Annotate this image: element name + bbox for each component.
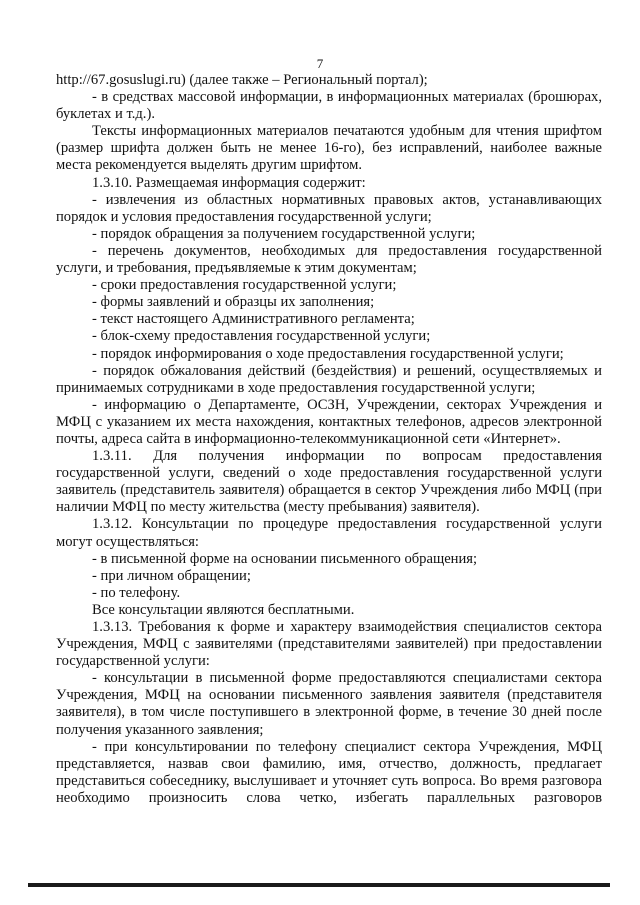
paragraph: - информацию о Департаменте, ОСЗН, Учреждении, секторах Учреждения и МФЦ с указанием их места нахождения, контактных телефонов, адресов электронной почты, адреса сайта в информационно-телекоммуникационной сети «Интернет». (56, 396, 602, 447)
page-number: 7 (316, 56, 324, 71)
paragraph: 1.3.12. Консультации по процедуре предоставления государственной услуги могут осуществляться: (56, 516, 602, 550)
paragraph: - блок-схему предоставления государственной услуги; (92, 328, 431, 345)
paragraph: - перечень документов, необходимых для предоставления государственной услуги, и требования, предъявляемые к этим документам; (56, 242, 602, 277)
paragraph: Все консультации являются бесплатными. (92, 601, 355, 618)
document-body (56, 72, 602, 807)
paragraph: 1.3.13. Требования к форме и характеру взаимодействия специалистов сектора Учреждения, МФЦ с заявителями (представителями заявителей) при предоставлении государственной услуги: (56, 619, 602, 670)
paragraph: 1.3.11. Для получения информации по вопросам предоставления государственной услуги, сведений о ходе предоставления государственной услуги заявитель (представитель заявителя) обращается в сектор Учреждения либо МФЦ (при наличии МФЦ по месту жительства (месту пребывания) заявителя). (56, 448, 602, 516)
paragraph: - порядок обращения за получением государственной услуги; (92, 225, 476, 242)
page-bottom-rule (28, 883, 610, 887)
paragraph: - консультации в письменной форме предоставляются специалистами сектора Учреждения, МФЦ на основании письменного заявления заявителя (представителя заявителя), в том числе поступившего в электронной форме, в течение 30 дней после получения указанного заявления; (56, 670, 602, 738)
paragraph: - формы заявлений и образцы их заполнения; (92, 294, 375, 311)
paragraph: - при личном обращении; (92, 567, 251, 584)
paragraph: - в письменной форме на основании письменного обращения; (92, 550, 478, 567)
paragraph: - при консультировании по телефону специалист сектора Учреждения, МФЦ представляется, назвав свои фамилию, имя, отчество, должность, предлагает представиться собеседнику, выслушивает и уточняет суть вопроса. Во время разговора необходимо произносить слова четко, избегать параллельных разговоров (56, 738, 602, 806)
paragraph: http://67.gosuslugi.ru) (далее также – Региональный портал); (56, 72, 428, 88)
paragraph: - сроки предоставления государственной услуги; (92, 277, 397, 294)
paragraph: - порядок обжалования действий (бездействия) и решений, осуществляемых и принимаемых сотрудниками в ходе предоставления государственной услуги; (56, 362, 602, 396)
paragraph: - в средствах массовой информации, в информационных материалах (брошюрах, буклетах и т.д.). (56, 89, 602, 123)
paragraph: - извлечения из областных нормативных правовых актов, устанавливающих порядок и условия предоставления государственной услуги; (56, 191, 602, 225)
paragraph: Тексты информационных материалов печатаются удобным для чтения шрифтом (размер шрифта должен быть не менее 16-го), без исправлений, наиболее важные места рекомендуется выделять другим шрифтом. (56, 123, 602, 174)
paragraph: - по телефону. (92, 584, 181, 601)
paragraph: - текст настоящего Административного регламента; (92, 311, 415, 328)
paragraph: - порядок информирования о ходе предоставления государственной услуги; (92, 345, 564, 362)
paragraph: 1.3.10. Размещаемая информация содержит: (92, 174, 366, 191)
